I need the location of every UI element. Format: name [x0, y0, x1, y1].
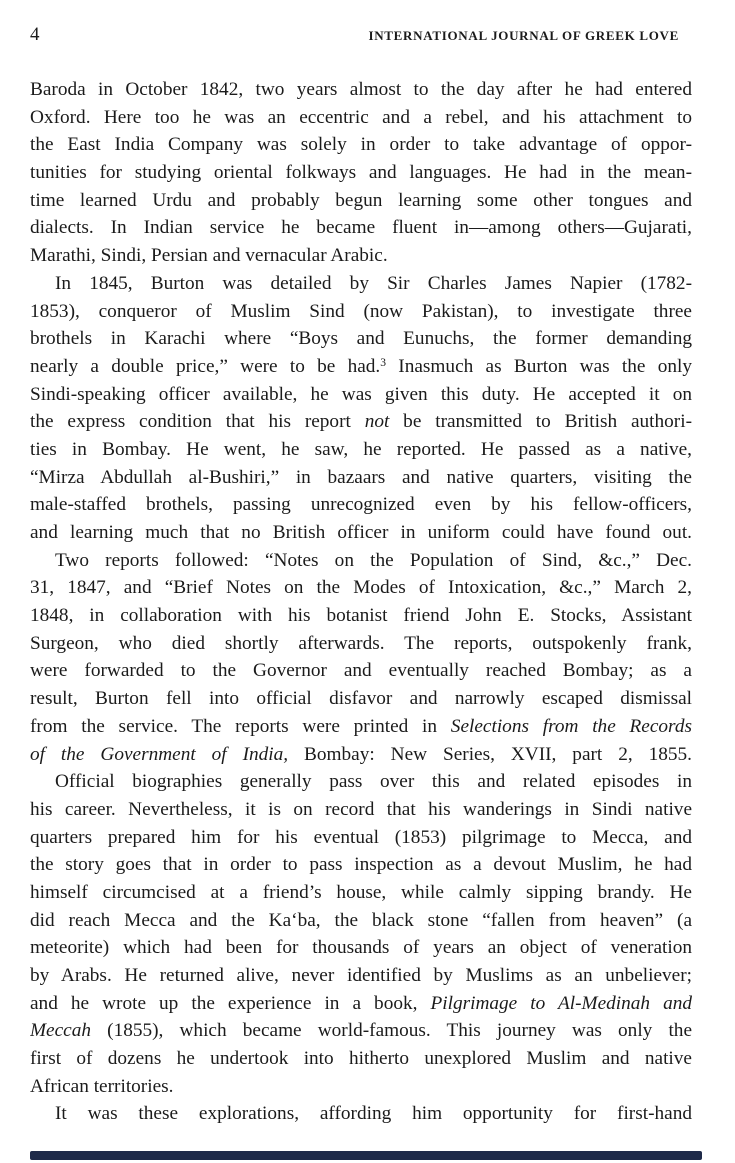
- text-line: Meccah (1855), which became world-famous. This journey was only the: [30, 1020, 692, 1042]
- text-line: ties in Bombay. He went, he saw, he reported. He passed as a native,: [30, 438, 692, 460]
- text-line: Marathi, Sindi, Persian and vernacular Arabic.: [30, 245, 388, 267]
- paragraph: [30, 270, 692, 547]
- text-line: himself circumcised at a friend’s house, while calmly sipping brandy. He: [30, 881, 692, 903]
- text-line: of the Government of India, Bombay: New Series, XVII, part 2, 1855.: [30, 743, 692, 765]
- text-line: did reach Mecca and the Ka‘ba, the black stone “fallen from heaven” (a: [30, 909, 692, 931]
- text-line: time learned Urdu and probably begun learning some other tongues and: [30, 189, 692, 211]
- paragraph: [30, 768, 692, 1100]
- text-line: African territories.: [30, 1075, 174, 1097]
- text-line: Two reports followed: “Notes on the Population of Sind, &c.,” Dec.: [55, 549, 692, 571]
- text-line: male-staffed brothels, passing unrecognized even by his fellow-officers,: [30, 494, 692, 516]
- text-line: 31, 1847, and “Brief Notes on the Modes of Intoxication, &c.,” March 2,: [30, 577, 692, 599]
- paragraph: [30, 1100, 692, 1128]
- paragraph: [30, 76, 692, 270]
- text-line: the express condition that his report not be transmitted to British authori-: [30, 411, 692, 433]
- text-line: In 1845, Burton was detailed by Sir Charles James Napier (1782-: [55, 272, 692, 294]
- text-line: quarters prepared him for his eventual (1853) pilgrimage to Mecca, and: [30, 826, 692, 848]
- page-body: [30, 76, 692, 1128]
- text-line: first of dozens he undertook into hitherto unexplored Muslim and native: [30, 1048, 692, 1070]
- text-line: the story goes that in order to pass inspection as a devout Muslim, he had: [30, 854, 692, 876]
- text-line: Surgeon, who died shortly afterwards. The reports, outspokenly frank,: [30, 632, 692, 654]
- text-line: 1848, in collaboration with his botanist friend John E. Stocks, Assistant: [30, 605, 692, 627]
- text-line: from the service. The reports were printed in Selections from the Records: [30, 715, 692, 737]
- text-line: Baroda in October 1842, two years almost to the day after he had entered: [30, 79, 692, 100]
- text-line: It was these explorations, affording him opportunity for first-hand: [55, 1103, 692, 1125]
- text-line: tunities for studying oriental folkways and languages. He had in the mean-: [30, 162, 692, 184]
- text-line: nearly a double price,” were to be had.$^3$ Inasmuch as Burton was the only: [30, 355, 692, 377]
- page-header: [30, 24, 679, 46]
- text-line: Sindi-speaking officer available, he was given this duty. He accepted it on: [30, 383, 692, 405]
- text-line: and learning much that no British officer in uniform could have found out.: [30, 522, 692, 543]
- scan-edge-artifact: [30, 1151, 702, 1160]
- text-line: result, Burton fell into official disfavor and narrowly escaped dismissal: [30, 688, 692, 710]
- text-line: dialects. In Indian service he became fluent in—among others—Gujarati,: [30, 217, 692, 239]
- text-line: meteorite) which had been for thousands of years an object of veneration: [30, 937, 692, 959]
- page-number: 4: [30, 24, 40, 45]
- text-line: Oxford. Here too he was an eccentric and a rebel, and his attachment to: [30, 106, 692, 128]
- text-line: brothels in Karachi where “Boys and Eunuchs, the former demanding: [30, 328, 692, 350]
- text-line: the East India Company was solely in order to take advantage of oppor-: [30, 134, 692, 156]
- text-line: his career. Nevertheless, it is on record that his wanderings in Sindi native: [30, 798, 692, 820]
- paragraph: [30, 547, 692, 769]
- text-line: “Mirza Abdullah al-Bushiri,” in bazaars and native quarters, visiting the: [30, 466, 692, 488]
- text-line: by Arabs. He returned alive, never identified by Muslims as an unbeliever;: [30, 965, 692, 986]
- text-line: 1853), conqueror of Muslim Sind (now Pakistan), to investigate three: [30, 300, 692, 322]
- text-line: Official biographies generally pass over this and related episodes in: [55, 771, 692, 793]
- running-header: INTERNATIONAL JOURNAL OF GREEK LOVE: [368, 28, 679, 43]
- text-line: were forwarded to the Governor and eventually reached Bombay; as a: [30, 660, 692, 682]
- text-line: and he wrote up the experience in a book, Pilgrimage to Al-Medinah and: [30, 992, 692, 1014]
